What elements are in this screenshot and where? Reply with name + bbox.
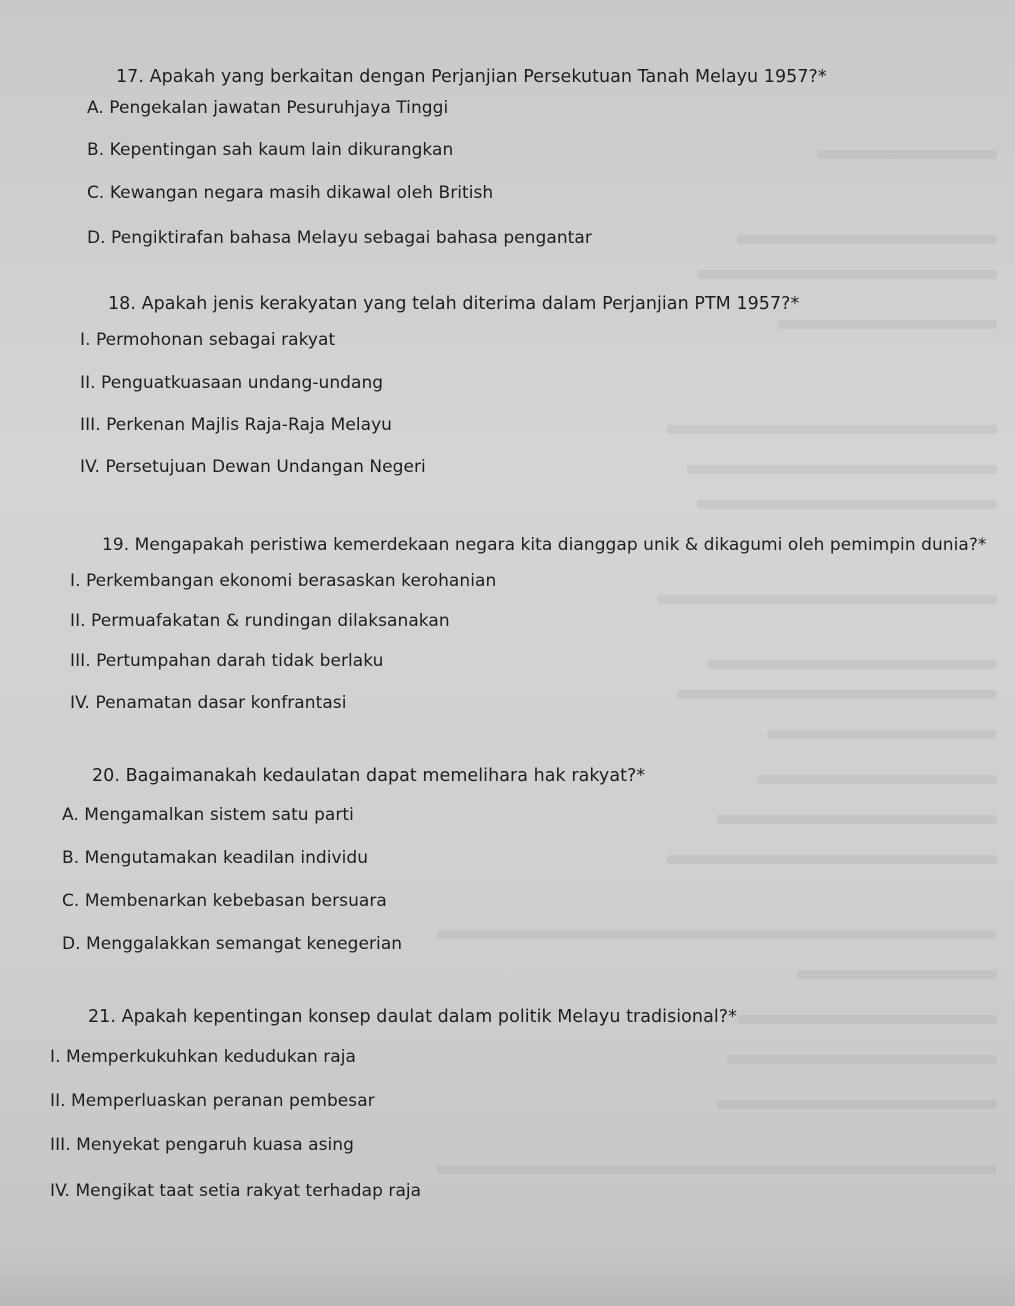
bleed-through-mark [697, 270, 997, 279]
question-17-option-c: C. Kewangan negara masih dikawal oleh British [87, 183, 494, 203]
question-20-option-b: B. Mengutamakan keadilan individu [62, 848, 369, 868]
question-17-option-b: B. Kepentingan sah kaum lain dikurangkan [87, 140, 454, 160]
bleed-through-mark [667, 855, 997, 864]
question-19-option-iv: IV. Penamatan dasar konfrantasi [70, 693, 347, 713]
bleed-through-mark [667, 425, 997, 434]
question-21-option-iv: IV. Mengikat taat setia rakyat terhadap raja [50, 1181, 422, 1201]
question-19-option-iii: III. Pertumpahan darah tidak berlaku [70, 651, 384, 671]
question-18-option-i: I. Permohonan sebagai rakyat [80, 330, 336, 350]
question-20-option-d: D. Menggalakkan semangat kenegerian [62, 934, 403, 954]
question-20-option-a: A. Mengamalkan sistem satu parti [62, 805, 354, 825]
question-17-option-d: D. Pengiktirafan bahasa Melayu sebagai bahasa pengantar [87, 228, 592, 248]
bleed-through-mark [737, 235, 997, 244]
question-21-option-ii: II. Memperluaskan peranan pembesar [50, 1091, 375, 1111]
bleed-through-mark [437, 930, 997, 939]
question-21-option-i: I. Memperkukuhkan kedudukan raja [50, 1047, 356, 1067]
question-18-option-iii: III. Perkenan Majlis Raja-Raja Melayu [80, 415, 393, 435]
question-21-text: 21. Apakah kepentingan konsep daulat dalam politik Melayu tradisional?* [88, 1007, 737, 1027]
bleed-through-mark [777, 320, 997, 329]
question-18-option-ii: II. Penguatkuasaan undang-undang [80, 373, 384, 393]
bleed-through-mark [697, 500, 997, 509]
bleed-through-mark [707, 660, 997, 669]
question-17-text: 17. Apakah yang berkaitan dengan Perjanjian Persekutuan Tanah Melayu 1957?* [116, 67, 827, 87]
bleed-through-mark [767, 730, 997, 739]
bleed-through-mark [657, 595, 997, 604]
bleed-through-mark [717, 815, 997, 824]
question-19-text: 19. Mengapakah peristiwa kemerdekaan negara kita dianggap unik & dikagumi oleh pemimpin dunia?* [102, 535, 987, 555]
bleed-through-mark [737, 1015, 997, 1024]
question-18-text: 18. Apakah jenis kerakyatan yang telah diterima dalam Perjanjian PTM 1957?* [108, 294, 800, 314]
bleed-through-mark [437, 1165, 997, 1174]
question-20-text: 20. Bagaimanakah kedaulatan dapat memelihara hak rakyat?* [92, 766, 646, 786]
bleed-through-mark [677, 690, 997, 699]
bleed-through-mark [797, 970, 997, 979]
bleed-through-mark [727, 1055, 997, 1064]
bleed-through-mark [757, 775, 997, 784]
question-17-option-a: A. Pengekalan jawatan Pesuruhjaya Tinggi [87, 98, 449, 118]
bleed-through-mark [717, 1100, 997, 1109]
question-21-option-iii: III. Menyekat pengaruh kuasa asing [50, 1135, 354, 1155]
bleed-through-mark [817, 150, 997, 159]
page-bottom-shadow [0, 1246, 1015, 1306]
question-19-option-i: I. Perkembangan ekonomi berasaskan kerohanian [70, 571, 497, 591]
question-19-option-ii: II. Permuafakatan & rundingan dilaksanakan [70, 611, 450, 631]
bleed-through-mark [687, 465, 997, 474]
question-18-option-iv: IV. Persetujuan Dewan Undangan Negeri [80, 457, 426, 477]
question-20-option-c: C. Membenarkan kebebasan bersuara [62, 891, 387, 911]
